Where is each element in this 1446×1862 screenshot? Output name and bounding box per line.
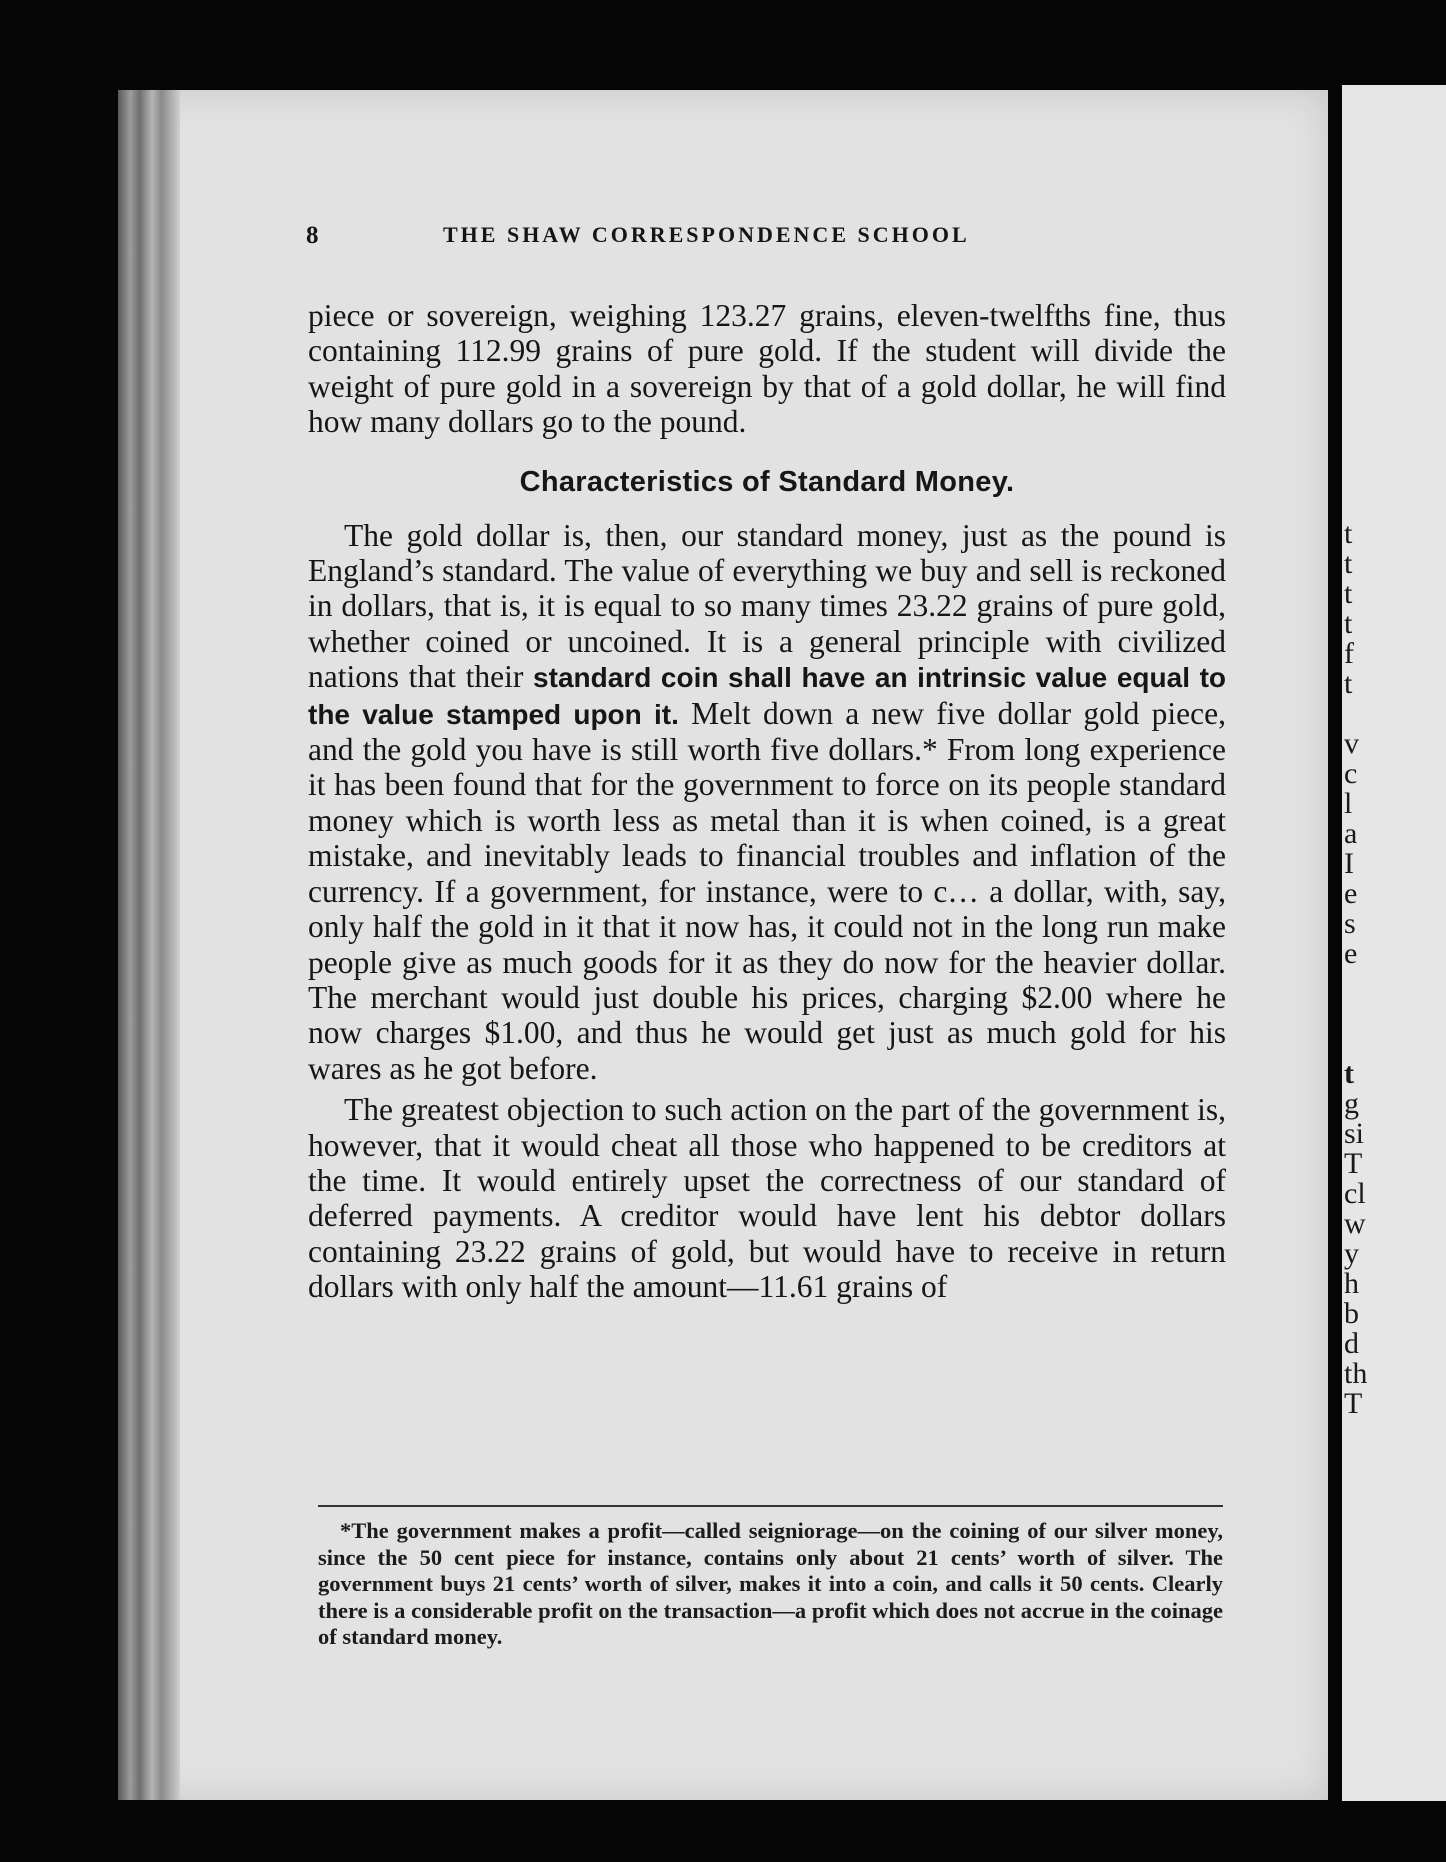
adjacent-page-edge	[1342, 85, 1446, 1801]
adjacent-page-fragment: cl	[1344, 1177, 1366, 1210]
page-number: 8	[306, 222, 319, 249]
adjacent-page-fragment: w	[1344, 1207, 1366, 1240]
adjacent-page-fragment: y	[1344, 1237, 1359, 1270]
adjacent-page-fragment: t	[1344, 667, 1353, 700]
adjacent-page-fragment: b	[1344, 1297, 1359, 1330]
adjacent-page-fragment: si	[1344, 1117, 1365, 1150]
adjacent-page-fragment: l	[1344, 787, 1353, 820]
adjacent-page-fragment: v	[1344, 727, 1359, 760]
body-text	[308, 298, 1226, 1305]
adjacent-page-fragment: T	[1344, 1147, 1363, 1180]
adjacent-page-fragment: h	[1344, 1267, 1359, 1300]
adjacent-page-fragment: e	[1344, 877, 1358, 910]
paragraph-text: The gold dollar is, then, our standard money, just as the pound is England’s standard. The value of everything we buy and sell is reckoned in dollars, that is, it is equal to so many times 23.22 grains of pure gold, whether coined or uncoined. It is a general principle with civilized nations that their	[308, 517, 1226, 695]
section-heading: Characteristics of Standard Money.	[519, 465, 1015, 498]
paragraph-standard-money	[308, 518, 1226, 1087]
adjacent-page-fragment: s	[1344, 907, 1356, 940]
adjacent-page-fragment: t	[1344, 607, 1353, 640]
adjacent-page-fragment: g	[1344, 1087, 1359, 1120]
paragraph-creditors: The greatest objection to such action on the part of the government is, however, that it would cheat all those who happened to be creditors at the time. It would entirely upset the correctness of our standard of deferred payments. A creditor would have lent his debtor dollars containing 23.22 grains of gold, but would have to receive in return dollars with only half the amount—11.61 grains of	[308, 1092, 1226, 1305]
footnote-divider	[318, 1505, 1223, 1507]
footnote-text: *The government makes a profit—called seigniorage—on the coining of our silver money, since the 50 cent piece for instance, contains only about 21 cents’ worth of silver. The government buys 21 cents’ worth of silver, makes it into a coin, and calls it 50 cents. Clearly there is a considerable profit on the transaction—a profit which does not accrue in the coinage of standard money.	[318, 1518, 1223, 1649]
running-head: THE SHAW CORRESPONDENCE SCHOOL	[443, 222, 970, 247]
emphasized-principle: standard coin shall have an intrinsic value equal to the value stamped upon it.	[308, 662, 1227, 730]
opening-paragraph: piece or sovereign, weighing 123.27 grains, eleven-twelfths fine, thus containing 112.99 grains of pure gold. If the student will divide the weight of pure gold in a sovereign by that of a gold dollar, he will find how many dollars go to the pound.	[308, 298, 1226, 440]
adjacent-page-fragment: d	[1344, 1327, 1359, 1360]
adjacent-page-fragment: I	[1344, 847, 1354, 880]
footnote	[318, 1518, 1223, 1651]
adjacent-page-fragment: c	[1344, 757, 1358, 790]
adjacent-page-fragment: T	[1344, 1387, 1363, 1420]
adjacent-page-fragment: th	[1344, 1357, 1368, 1390]
adjacent-page-fragment: t	[1344, 517, 1353, 550]
adjacent-page-fragment: e	[1344, 937, 1358, 970]
adjacent-page-fragment: t	[1344, 577, 1353, 610]
page-gutter-shadow	[118, 90, 180, 1800]
adjacent-page-fragment: f	[1344, 637, 1354, 670]
paragraph-text: Melt down a new five dollar gold piece, and the gold you have is still worth five dollars.* From long experience it has been found that for the government to force on its people standard money which is worth less as metal than it is when coined, is a great mistake, and inevitably leads to financial troubles and inflation of the currency. If a government, for instance, were to c… a dollar, with, say, only half the gold in it that it now has, it could not in the long run make people give as much goods for it as they do now for the heavier dollar. The merchant would just double his prices, charging $2.00 where he now charges $1.00, and thus he would get just as much gold for his wares as he got before.	[308, 695, 1226, 1086]
adjacent-page-fragment: t	[1344, 547, 1353, 580]
adjacent-page-fragment: t	[1344, 1057, 1354, 1090]
adjacent-page-fragment: a	[1344, 817, 1358, 850]
